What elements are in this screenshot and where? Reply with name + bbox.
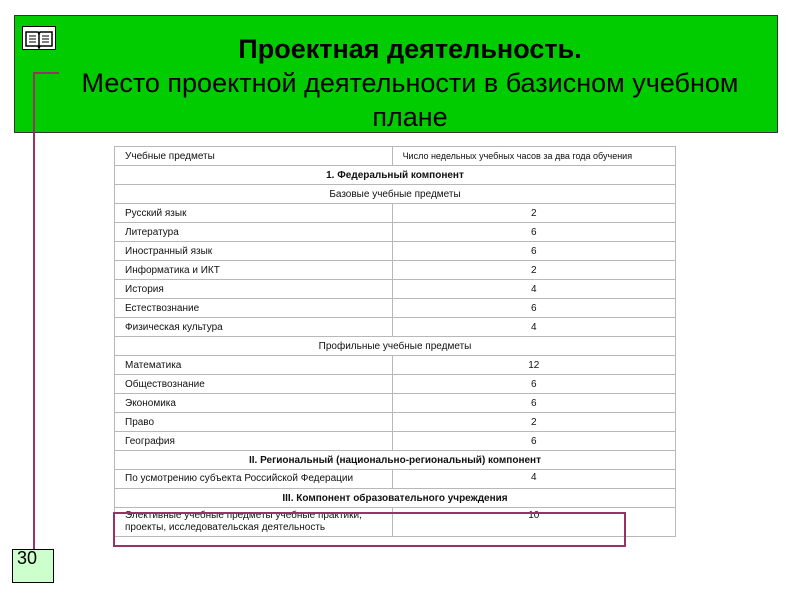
table-row	[115, 413, 676, 432]
section-regional: II. Региональный (национально-региональный) компонент	[115, 451, 676, 470]
table-row	[115, 432, 676, 451]
table-row	[115, 261, 676, 280]
title-line-2: Место проектной деятельности в базисном учебном плане	[81, 68, 739, 132]
subject-cell: По усмотрению субъекта Российской Федерации	[115, 470, 393, 489]
table-header-row	[115, 147, 676, 166]
table-row	[115, 394, 676, 413]
book-icon	[22, 26, 56, 50]
section-school: III. Компонент образовательного учреждения	[115, 489, 676, 508]
subject-cell: Право	[115, 413, 393, 432]
table-row	[115, 470, 676, 489]
table-row	[115, 242, 676, 261]
hours-cell: 6	[392, 242, 675, 261]
subject-cell: Математика	[115, 356, 393, 375]
header-subjects: Учебные предметы	[115, 147, 393, 166]
hours-cell: 2	[392, 413, 675, 432]
table-row	[115, 280, 676, 299]
subsection-basic: Базовые учебные предметы	[115, 185, 676, 204]
subject-cell: Русский язык	[115, 204, 393, 223]
subject-cell: Иностранный язык	[115, 242, 393, 261]
table-row	[115, 204, 676, 223]
hours-cell: 10	[392, 508, 675, 537]
hours-cell: 6	[392, 375, 675, 394]
header-hours: Число недельных учебных часов за два года обучения	[392, 147, 675, 166]
hours-cell: 6	[392, 432, 675, 451]
hours-cell: 4	[392, 318, 675, 337]
subject-cell: Обществознание	[115, 375, 393, 394]
hours-cell: 4	[392, 470, 675, 489]
table-row	[115, 356, 676, 375]
hours-cell: 6	[392, 299, 675, 318]
subject-cell: Естествознание	[115, 299, 393, 318]
subject-cell: География	[115, 432, 393, 451]
subject-cell: Физическая культура	[115, 318, 393, 337]
decorative-vertical-line	[33, 72, 35, 550]
highlight-frame	[113, 512, 626, 547]
hours-cell: 12	[392, 356, 675, 375]
table-row	[115, 318, 676, 337]
subject-cell: Литература	[115, 223, 393, 242]
slide-number: 30	[12, 549, 54, 583]
hours-cell: 4	[392, 280, 675, 299]
hours-cell: 6	[392, 394, 675, 413]
subject-cell: Экономика	[115, 394, 393, 413]
slide-title	[60, 32, 760, 134]
curriculum-table	[114, 146, 676, 537]
hours-cell: 2	[392, 204, 675, 223]
subject-cell: История	[115, 280, 393, 299]
subject-cell: Информатика и ИКТ	[115, 261, 393, 280]
section-federal: 1. Федеральный компонент	[115, 166, 676, 185]
title-line-1: Проектная деятельность.	[238, 34, 582, 64]
table-row	[115, 299, 676, 318]
table-row	[115, 223, 676, 242]
decorative-horizontal-line	[33, 72, 59, 74]
table-row	[115, 375, 676, 394]
subject-cell: Элективные учебные предметы учебные практики, проекты, исследовательская деятельность	[115, 508, 393, 537]
hours-cell: 2	[392, 261, 675, 280]
hours-cell: 6	[392, 223, 675, 242]
subsection-profile: Профильные учебные предметы	[115, 337, 676, 356]
